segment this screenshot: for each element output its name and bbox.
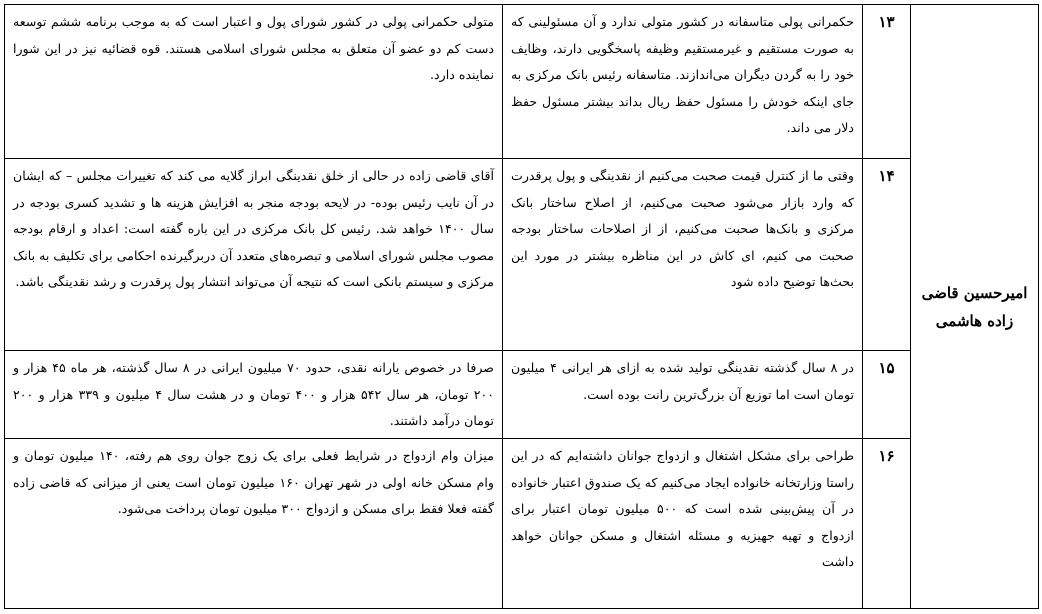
review-text: میزان وام ازدواج در شرایط فعلی برای یک زوج جوان روی هم رفته، ۱۴۰ میلیون تومان و وام مسکن خانه اولی در شهر تهران ۱۶۰ میلیون تومان است یعنی از میزانی که قاضی زاده گفته فعلا فقط برای مسکن و ازدواج ۳۰۰ میلیون تومان پرداخت می‌شود. (5, 439, 503, 609)
review-text: آقای قاضی زاده در حالی از خلق نقدینگی ابراز گلایه می کند که تغییرات مجلس – که ایشان در آن نایب رئیس بوده- در لایحه بودجه منجر به افزایش هزینه ها و تشدید کسری بودجه در سال ۱۴۰۰ خواهد شد. رئیس کل بانک مرکزی در این باره گفته است: اعداد و ارقام بودجه مصوب مجلس شورای اسلامی و تبصره‌های متعدد آن دربرگیرنده احکامی برای تکلیف به بانک مرکزی و سیستم بانکی است که نتیجه آن می‌تواند انتشار پول پرقدرت و رشد نقدینگی باشد. (5, 159, 503, 351)
row-number: ۱۶ (863, 439, 911, 609)
row-number: ۱۵ (863, 351, 911, 439)
table-row (5, 5, 1039, 159)
table-row (5, 439, 1039, 609)
claim-text: در ۸ سال گذشته نقدینگی تولید شده به ازای هر ایرانی ۴ میلیون تومان است اما توزیع آن بزرگ‌ترین رانت بوده است. (503, 351, 863, 439)
row-number: ۱۳ (863, 5, 911, 159)
review-text: متولی حکمرانی پولی در کشور شورای پول و اعتبار است که به موجب برنامه ششم توسعه دست کم دو عضو آن متعلق به مجلس شورای اسلامی هستند. قوه قضائیه نیز در این شورا نماینده دارد. (5, 5, 503, 159)
row-number: ۱۴ (863, 159, 911, 351)
speaker-name-cell (911, 5, 1039, 609)
review-text: صرفا در خصوص یارانه نقدی، حدود ۷۰ میلیون ایرانی در ۸ سال گذشته، هر ماه ۴۵ هزار و ۲۰۰ تومان، هر سال ۵۴۲ هزار و ۴۰۰ تومان و در هشت سال ۴ میلیون و ۳۳۹ هزار و ۲۰۰ تومان درآمد داشتند. (5, 351, 503, 439)
claim-text: حکمرانی پولی متاسفانه در کشور متولی ندارد و آن مسئولینی که به صورت مستقیم و غیرمستقیم وظیفه پاسخگویی دارند، وظایف خود را به گردن دیگران می‌اندازند. متاسفانه رئیس بانک مرکزی به جای اینکه خودش را مسئول حفظ ریال بداند بیشتر مسئول حفظ دلار می داند. (503, 5, 863, 159)
speaker-name-line1: امیرحسین قاضی (921, 283, 1028, 302)
claim-text: طراحی برای مشکل اشتغال و ازدواج جوانان داشته‌ایم که در این راستا وزارتخانه خانواده ایجاد می‌کنیم که یک صندوق اعتبار خانواده در آن پیش‌بینی شده است که ۵۰۰ میلیون تومان اعتبار برای ازدواج و تهیه جهیزیه و مسئله اشتغال و مسکن جوانان خواهد داشت (503, 439, 863, 609)
table-row (5, 159, 1039, 351)
speaker-name-line2: زاده هاشمی (935, 311, 1014, 330)
table-row (5, 351, 1039, 439)
claim-text: وقتی ما از کنترل قیمت صحبت می‌کنیم از نقدینگی و پول پرقدرت که وارد بازار می‌شود صحبت می‌کنیم، از اصلاح ساختار بانک مرکزی و بانک‌ها صحبت می‌کنیم، از از اصلاحات ساختار بودجه صحبت می کنیم، ای کاش در این مناظره بیشتر در مورد این بحث‌ها توضیح داده شود (503, 159, 863, 351)
fact-check-table (4, 4, 1039, 609)
